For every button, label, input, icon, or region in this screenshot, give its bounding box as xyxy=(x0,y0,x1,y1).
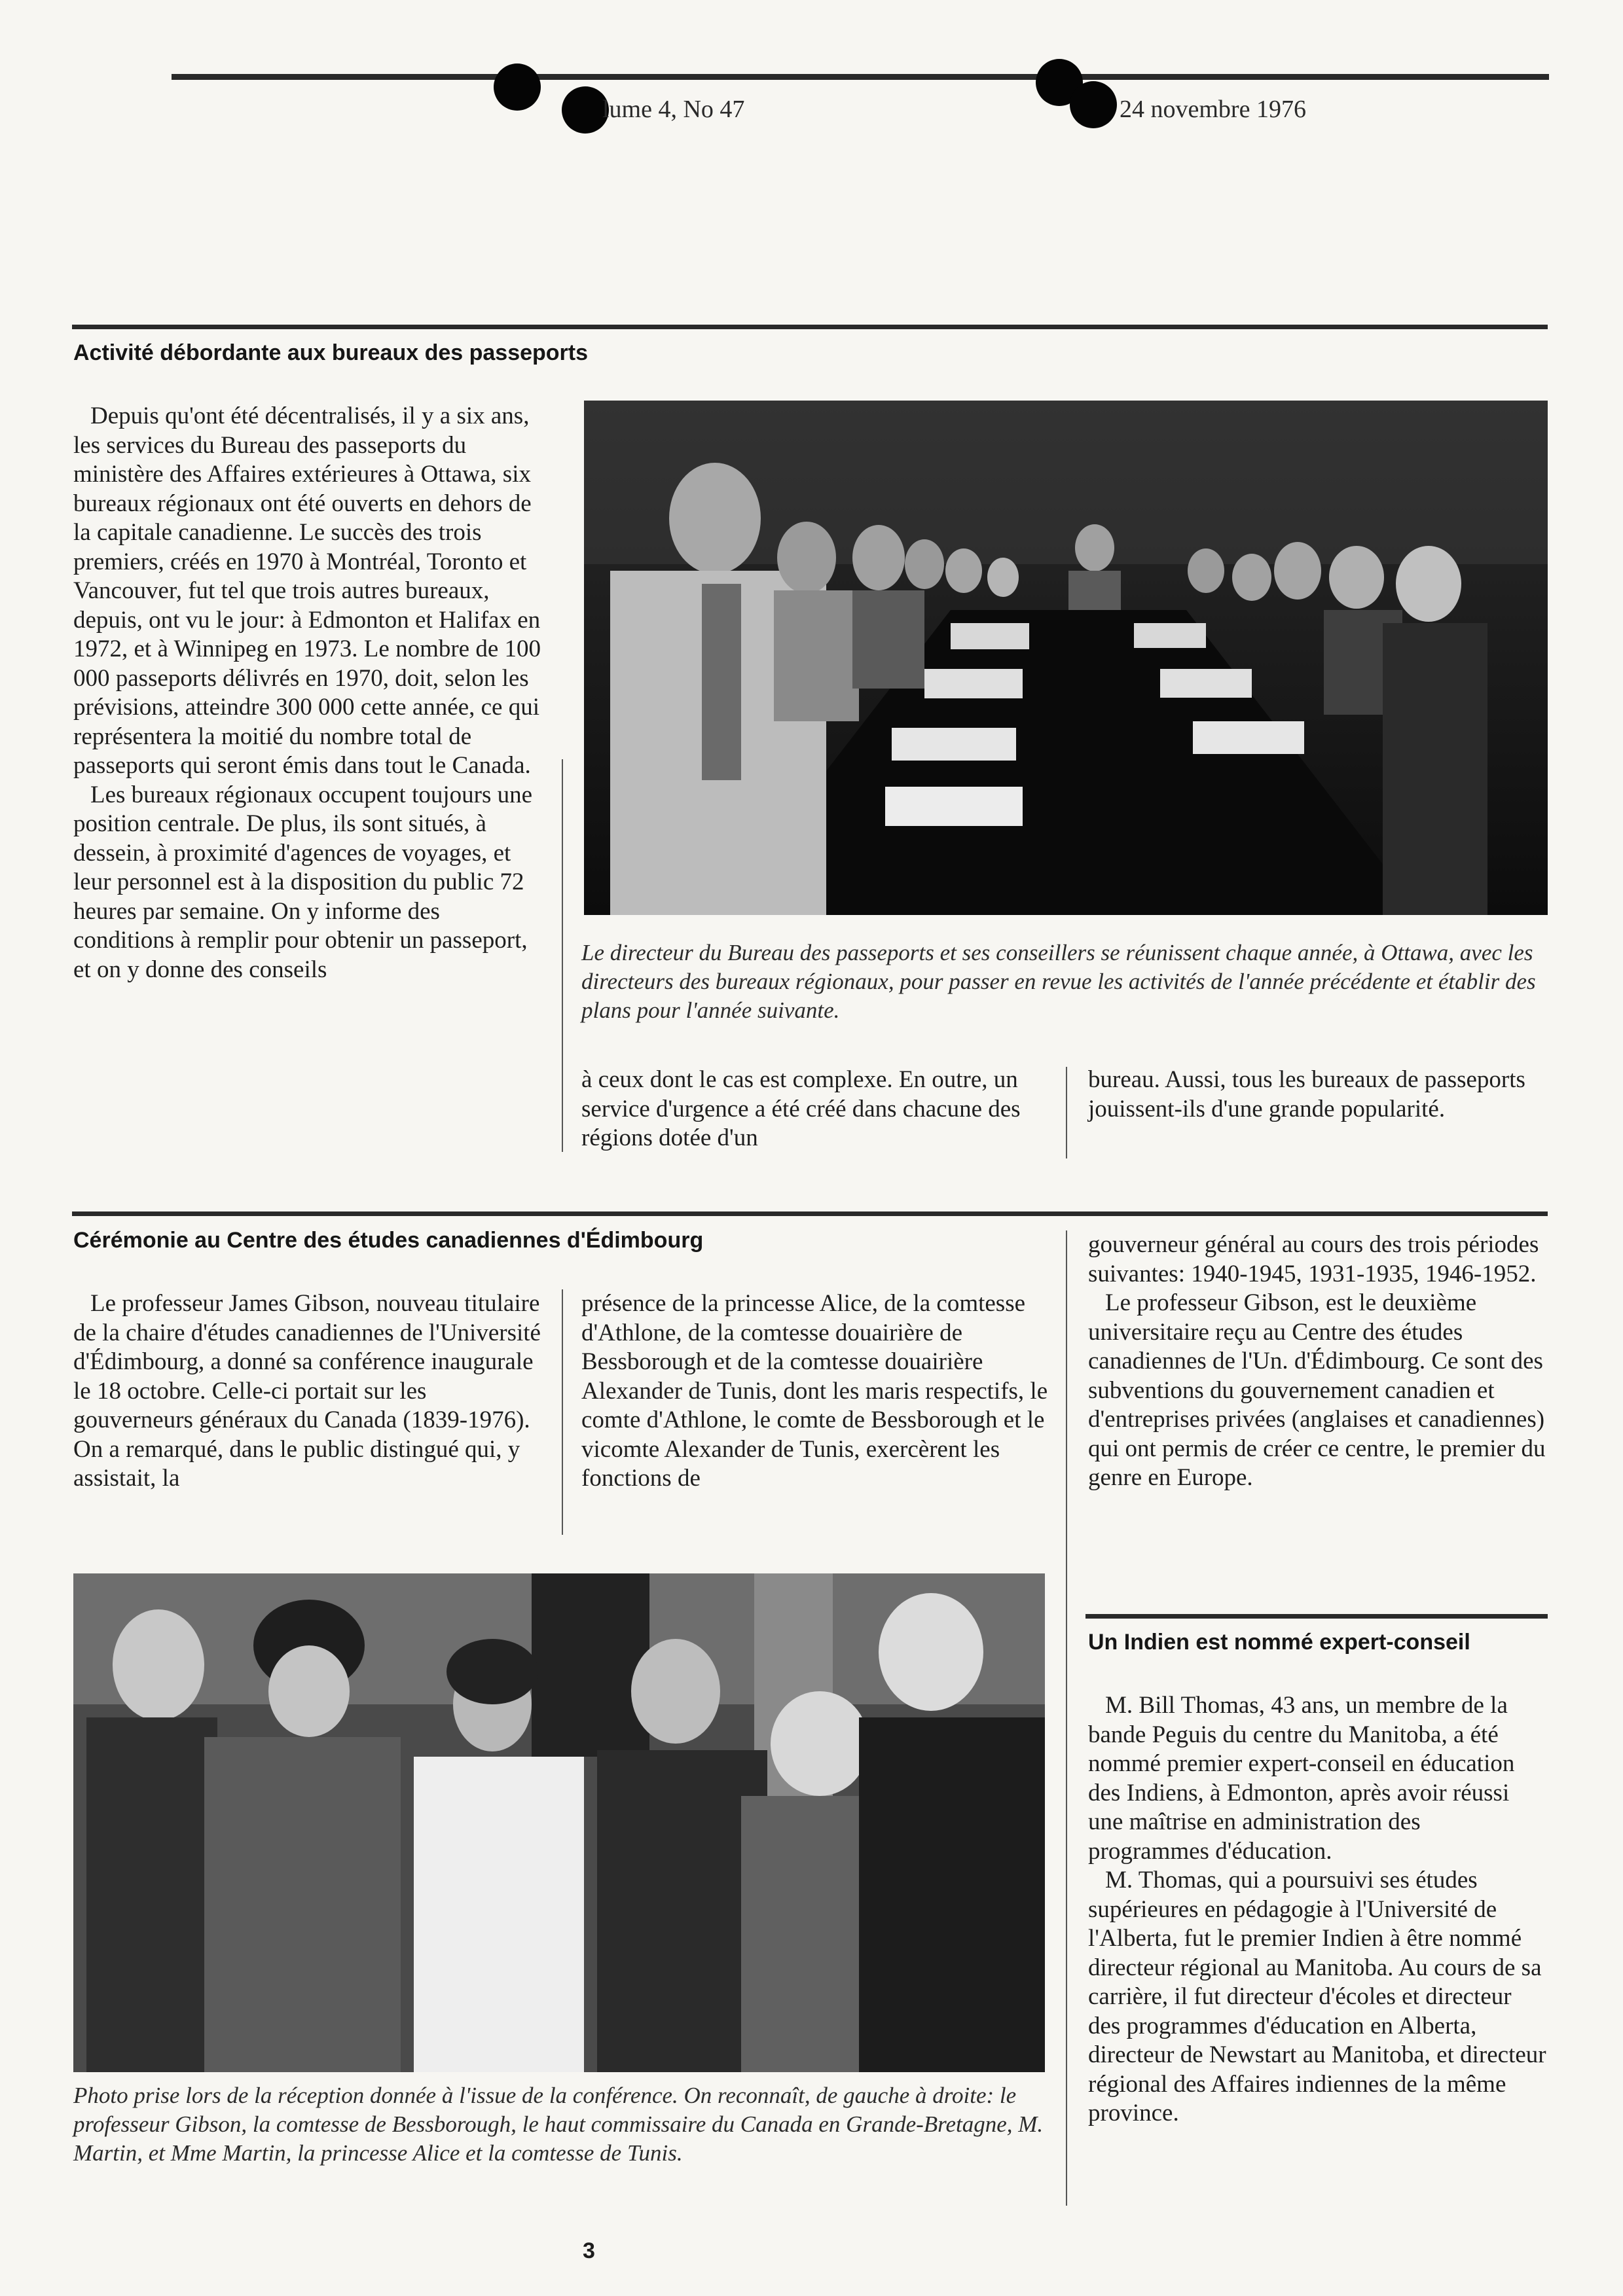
article3-rule xyxy=(1085,1614,1548,1619)
page-number: 3 xyxy=(583,2238,595,2263)
article1-column-1 xyxy=(73,402,546,984)
article2-column-3-paragraph-1: gouverneur général au cours des trois périodes suivantes: 1940-1945, 1931-1935, 1946-1952. xyxy=(1088,1231,1539,1287)
article1-headline: Activité débordante aux bureaux des passeports xyxy=(73,340,589,365)
article1-column-3-text: bureau. Aussi, tous les bureaux de passeports jouissent-ils d'une grande popularité. xyxy=(1088,1066,1525,1122)
column-divider xyxy=(1066,1230,1067,2206)
reception-photo xyxy=(73,1573,1045,2072)
column-divider xyxy=(562,1289,563,1535)
article1-column-2 xyxy=(581,1066,1040,1153)
masthead-rule xyxy=(172,74,1549,80)
column-divider xyxy=(562,759,563,1152)
article1-rule xyxy=(72,325,1548,329)
punch-hole-1 xyxy=(494,63,541,111)
article3-paragraph-2: M. Thomas, qui a poursuivi ses études supérieures en pédagogie à l'Université de l'Alberta, fut le premier Indien à être nommé directeur régional au Manitoba. Au cours de sa carrière, il fut directeur d'écoles et directeur des programmes d'éducation en Alberta, directeur de Newstart au Manitoba, et directeur régional des Affaires indiennes de la même province. xyxy=(1088,1867,1546,2126)
meeting-photo xyxy=(584,401,1548,915)
article3-headline: Un Indien est nommé expert-conseil xyxy=(1088,1630,1470,1655)
meeting-photo-caption: Le directeur du Bureau des passeports et ses conseillers se réunissent chaque année, à Ottawa, avec les directeurs des bureaux régionaux, pour passer en revue les activités de l'année précédente et établir des plans pour l'année suivante. xyxy=(581,940,1536,1023)
article2-rule xyxy=(72,1211,1548,1216)
column-divider xyxy=(1066,1067,1067,1158)
reception-photo-caption: Photo prise lors de la réception donnée à l'issue de la conférence. On reconnaît, de gauche à droite: le professeur Gibson, la comtesse de Bessborough, le haut commissaire du Canada en Grande-Bretagne, M. Martin, et Mme Martin, la princesse Alice et la comtesse de Tunis. xyxy=(73,2083,1044,2166)
article1-paragraph-1: Depuis qu'ont été décentralisés, il y a six ans, les services du Bureau des passeports du ministère des Affaires extérieures à Ottawa, six bureaux régionaux ont été ouverts en dehors de la capitale canadienne. Le succès des trois premiers, créés en 1970 à Montréal, Toronto et Vancouver, fut tel que trois autres bureaux, depuis, ont vu le jour: à Edmonton et Halifax en 1972, et à Winnipeg en 1973. Le nombre de 100 000 passeports délivrés en 1970, doit, selon les prévisions, atteindre 300 000 cette année, ce qui représentera la moitié du nombre total de passeports qui seront émis dans tout le Canada. xyxy=(73,403,541,779)
article2-column-3 xyxy=(1088,1230,1546,1493)
article1-column-3 xyxy=(1088,1066,1546,1124)
article2-column-2-text: présence de la princesse Alice, de la comtesse d'Athlone, de la comtesse douairière de Bessborough et de la comtesse douairière Alexander de Tunis, dont les maris respectifs, le comte d'Athlone, le comte de Bessborough et le vicomte Alexander de Tunis, exercèrent les fonctions de xyxy=(581,1290,1048,1492)
masthead-date: 24 novembre 1976 xyxy=(1120,96,1306,123)
masthead-volume: lume 4, No 47 xyxy=(602,96,745,123)
article2-headline: Cérémonie au Centre des études canadiennes d'Édimbourg xyxy=(73,1228,704,1253)
punch-hole-4 xyxy=(1070,81,1117,128)
article1-paragraph-2: Les bureaux régionaux occupent toujours une position centrale. De plus, ils sont situés, à dessein, à proximité d'agences de voyages, et leur personnel est à la disposition du public 72 heures par semaine. On y informe des conditions à remplir pour obtenir un passeport, et on y donne des conseils xyxy=(73,781,533,983)
article3-paragraph-1: M. Bill Thomas, 43 ans, un membre de la bande Peguis du centre du Manitoba, a été nommé premier expert-conseil en éducation des Indiens, à Edmonton, après avoir réussi une maîtrise en administration des programmes d'éducation. xyxy=(1088,1692,1515,1865)
article2-column-2 xyxy=(581,1289,1053,1494)
article2-column-1-text: Le professeur James Gibson, nouveau titulaire de la chaire d'études canadiennes de l'Université d'Édimbourg, a donné sa conférence inaugurale le 18 octobre. Celle-ci portait sur les gouverneurs généraux du Canada (1839-1976). On a remarqué, dans le public distingué qui, y assistait, la xyxy=(73,1290,541,1492)
article1-column-2-text: à ceux dont le cas est complexe. En outre, un service d'urgence a été créé dans chacune des régions dotée d'un xyxy=(581,1066,1021,1151)
article2-column-1 xyxy=(73,1289,551,1494)
article2-column-3-paragraph-2: Le professeur Gibson, est le deuxième universitaire reçu au Centre des études canadiennes de l'Un. d'Édimbourg. Ce sont des subventions du gouvernement canadien et d'entreprises privées (anglaises et canadiennes) qui ont permis de créer ce centre, le premier du genre en Europe. xyxy=(1088,1289,1546,1491)
article3-column xyxy=(1088,1691,1546,2128)
